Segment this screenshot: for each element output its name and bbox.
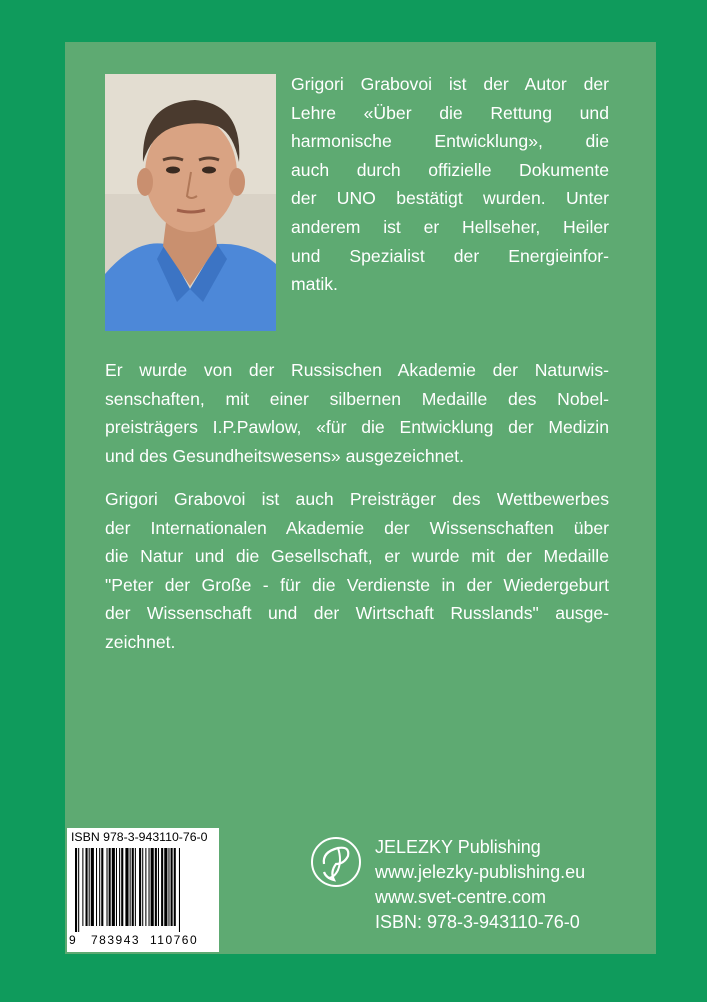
barcode-bar (75, 848, 77, 932)
publisher-logo-icon (308, 834, 364, 890)
publisher-url-2[interactable]: www.svet-centre.com (375, 887, 547, 907)
barcode-bar (142, 848, 143, 926)
barcode-isbn-label: ISBN 978-3-943110-76-0 (71, 830, 208, 844)
barcode-bar (99, 848, 100, 926)
text-line: der UNO bestätigt wurden. Unter (291, 188, 609, 209)
barcode-digits-group-left: 783943 (91, 933, 141, 947)
barcode-bar (101, 848, 103, 926)
barcode-bar (91, 848, 94, 926)
barcode-bar (82, 848, 83, 926)
barcode-bar (96, 848, 97, 926)
barcode-bar (158, 848, 159, 926)
barcode-bar (161, 848, 163, 926)
barcode-bars (75, 848, 211, 932)
author-photo (105, 74, 276, 331)
barcode-bar (149, 848, 150, 926)
publisher-info (375, 835, 585, 935)
bio-paragraph-awards (105, 356, 609, 470)
barcode-bar (151, 848, 154, 926)
text-line: und Spezialist der Energieinfor- (291, 245, 609, 266)
barcode-bar (112, 848, 115, 926)
barcode-bar (125, 848, 128, 926)
text-line: und des Gesundheitswesens» ausgezeichnet. (105, 445, 464, 466)
text-line: zeichnet. (105, 631, 176, 652)
barcode-digit-first: 9 (69, 933, 76, 947)
barcode-bar (155, 848, 157, 926)
text-line: "Peter der Große - für die Verdienste in der Wiedergeburt (105, 574, 609, 595)
publisher-isbn: ISBN: 978-3-943110-76-0 (375, 912, 580, 932)
barcode-bar (174, 848, 176, 926)
text-line: auch durch offizielle Dokumente (291, 159, 609, 180)
text-line: anderem ist er Hellseher, Heiler (291, 216, 609, 237)
bio-paragraph-medal (105, 485, 609, 657)
text-line: Grigori Grabovoi ist der Autor der (291, 74, 609, 94)
text-line: preisträgers I.P.Pawlow, «für die Entwicklung der Medizin (105, 417, 609, 438)
text-line: senschaften, mit einer silbernen Medaille des Nobel- (105, 388, 609, 409)
barcode-bar (116, 848, 117, 926)
barcode-bar (171, 848, 173, 926)
barcode-bar (119, 848, 120, 926)
publisher-url-1[interactable]: www.jelezky-publishing.eu (375, 862, 586, 882)
bio-paragraph-intro (291, 70, 609, 299)
text-line: Lehre «Über die Rettung und (291, 102, 609, 123)
barcode-bar (109, 848, 111, 926)
barcode-bar (168, 848, 169, 926)
barcode-bar (135, 848, 136, 926)
barcode-digits-group-right: 110760 (150, 933, 199, 947)
text-line: Er wurde von der Russischen Akademie der Naturwis- (105, 360, 609, 380)
text-line: Grigori Grabovoi ist auch Preisträger des Wettbewerbes (105, 489, 609, 509)
barcode-bar (139, 848, 141, 926)
publisher-name: JELEZKY Publishing (375, 837, 541, 857)
barcode (67, 828, 219, 952)
barcode-bar (130, 848, 131, 926)
text-line: harmonische Entwicklung», die (291, 131, 609, 152)
barcode-bar (179, 848, 180, 932)
barcode-bar (164, 848, 167, 926)
barcode-bar (107, 848, 108, 926)
barcode-bar (86, 848, 88, 926)
text-line: matik. (291, 274, 338, 295)
barcode-bar (145, 848, 146, 926)
barcode-bar (78, 848, 79, 932)
text-line: die Natur und die Gesellschaft, er wurde mit der Medaille (105, 546, 609, 567)
text-line: der Wissenschaft und der Wirtschaft Russlands" ausge- (105, 603, 609, 624)
barcode-bar (89, 848, 90, 926)
barcode-bar (121, 848, 123, 926)
back-cover-panel (65, 42, 656, 954)
barcode-bar (132, 848, 134, 926)
text-line: der Internationalen Akademie der Wissenschaften über (105, 517, 609, 538)
